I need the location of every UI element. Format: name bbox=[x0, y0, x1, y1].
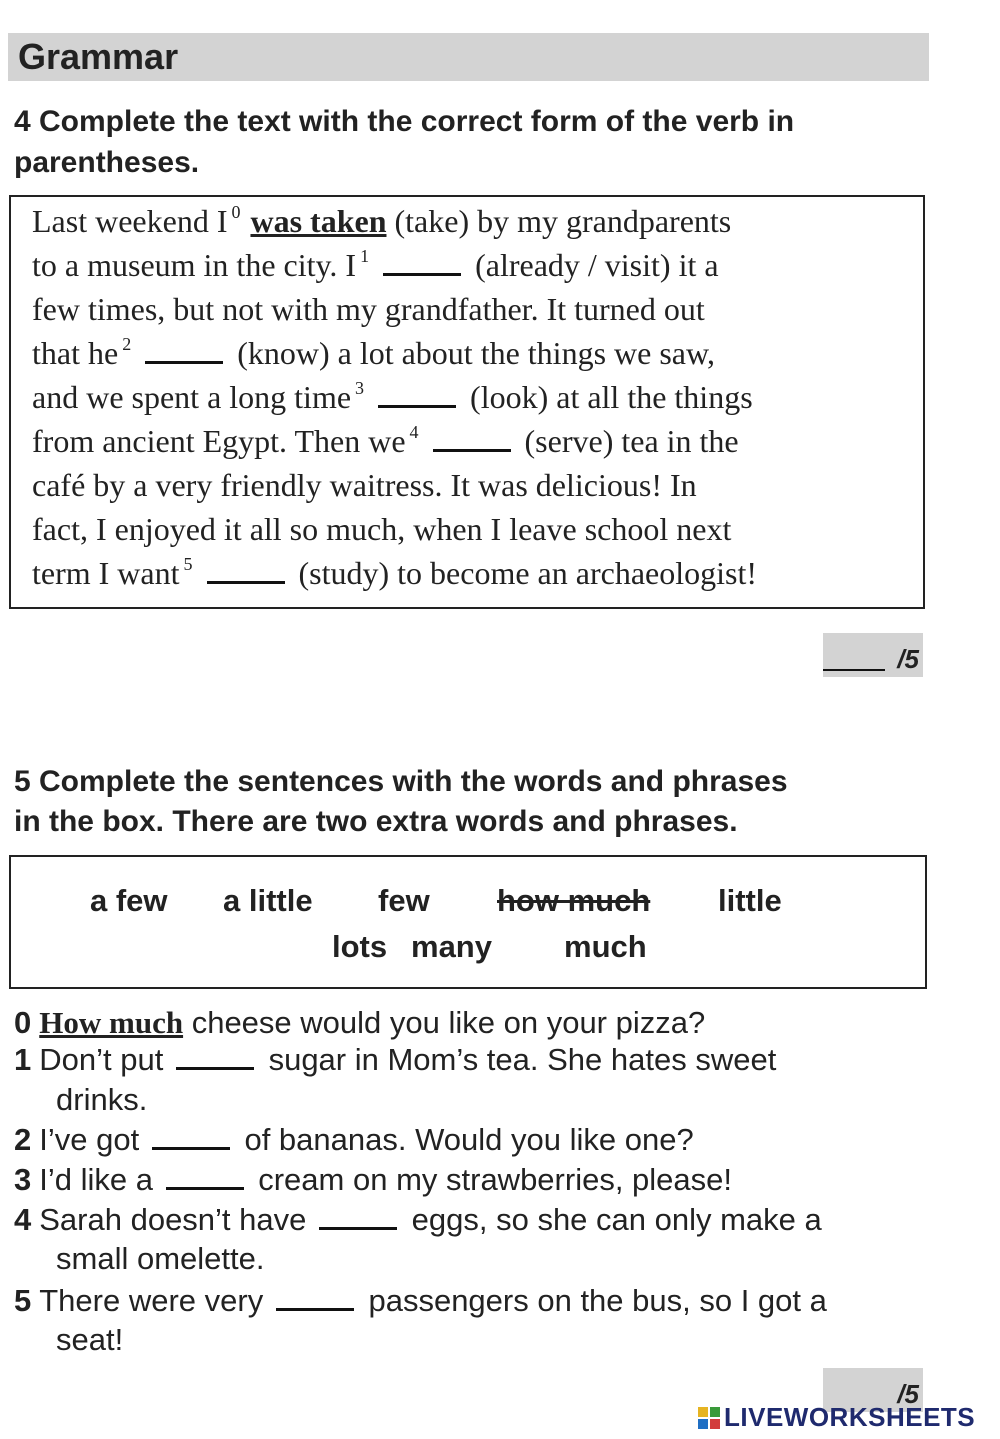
text-line: from ancient Egypt. Then we $^4$ (serve) tea in the bbox=[32, 422, 739, 459]
score-blank bbox=[823, 669, 885, 671]
exercise-4-heading-line-2: parentheses. bbox=[14, 146, 200, 179]
text-line: that he $^2$ (know) a lot about the things we saw, bbox=[32, 334, 716, 371]
sentence-blank-5[interactable] bbox=[276, 1284, 354, 1311]
sentence-blank-2[interactable] bbox=[152, 1123, 230, 1150]
word-option: a few bbox=[90, 883, 168, 918]
gap-number: 0 bbox=[231, 202, 241, 222]
sentence-blank-4[interactable] bbox=[319, 1203, 397, 1230]
sentence-blank-3[interactable] bbox=[166, 1163, 244, 1190]
text-line: fact, I enjoyed it all so much, when I leave school next bbox=[32, 511, 732, 547]
liveworksheets-logo[interactable] bbox=[698, 1402, 975, 1436]
answer-blank-4[interactable] bbox=[433, 425, 511, 452]
sentence-5-continued: seat! bbox=[56, 1322, 124, 1357]
section-title: Grammar bbox=[18, 36, 179, 77]
answer-blank-5[interactable] bbox=[207, 557, 285, 584]
word-option: a little bbox=[223, 883, 313, 918]
text-line: to a museum in the city. I $^1$ (already / visit) it a bbox=[32, 246, 719, 283]
text-line: term I want $^5$ (study) to become an archaeologist! bbox=[32, 554, 757, 591]
logo-text: LIVEWORKSHEETS bbox=[724, 1402, 976, 1432]
answer-blank-2[interactable] bbox=[145, 337, 223, 364]
exercise-5-heading-line-1: 5 Complete the sentences with the words and phrases bbox=[14, 765, 788, 798]
exercise-5-heading-line-2: in the box. There are two extra words and phrases. bbox=[14, 805, 738, 838]
sentence-0: 0 How much cheese would you like on your pizza? bbox=[14, 1005, 706, 1040]
gap-number: 3 bbox=[355, 378, 365, 398]
sentence-1-continued: drinks. bbox=[56, 1082, 148, 1117]
word-box bbox=[9, 855, 927, 989]
word-option: many bbox=[411, 929, 492, 964]
section-header-bar bbox=[8, 33, 929, 81]
sentence-2: 2 I’ve got of bananas. Would you like one? bbox=[14, 1122, 694, 1157]
answer-blank-1[interactable] bbox=[383, 249, 461, 276]
liveworksheets-icon bbox=[698, 1407, 720, 1429]
answer-blank-3[interactable] bbox=[378, 381, 456, 408]
text-line: Last weekend I $^0$ was taken (take) by my grandparents bbox=[32, 202, 732, 239]
sentence-1: 1 Don’t put sugar in Mom’s tea. She hates sweet bbox=[14, 1042, 777, 1077]
text-line: and we spent a long time $^3$ (look) at all the things bbox=[32, 378, 753, 415]
gap-number: 5 bbox=[183, 554, 193, 574]
text-line: café by a very friendly waitress. It was delicious! In bbox=[32, 467, 697, 503]
word-option: little bbox=[718, 883, 782, 918]
sentence-4: 4 Sarah doesn’t have eggs, so she can only make a bbox=[14, 1202, 822, 1237]
word-option-crossed-out: how much bbox=[497, 883, 651, 918]
sentence-5: 5 There were very passengers on the bus, so I got a bbox=[14, 1283, 827, 1318]
word-option: few bbox=[378, 883, 430, 918]
exercise-4-text-box bbox=[9, 195, 925, 609]
sentence-3: 3 I’d like a cream on my strawberries, please! bbox=[14, 1162, 733, 1197]
exercise-4-score: /5 bbox=[897, 644, 919, 674]
example-answer: was taken bbox=[250, 203, 387, 239]
gap-number: 4 bbox=[409, 422, 419, 442]
sentence-blank-1[interactable] bbox=[176, 1043, 254, 1070]
word-option: lots bbox=[332, 929, 388, 964]
exercise-4-score-box bbox=[823, 633, 923, 677]
sentence-4-continued: small omelette. bbox=[56, 1241, 265, 1276]
exercise-5-score: /5 bbox=[897, 1379, 919, 1409]
word-option: much bbox=[564, 929, 647, 964]
example-answer: How much bbox=[39, 1005, 184, 1040]
gap-number: 2 bbox=[122, 334, 132, 354]
gap-number: 1 bbox=[360, 246, 370, 266]
text-line: few times, but not with my grandfather. It turned out bbox=[32, 291, 705, 327]
exercise-4-heading-line-1: 4 Complete the text with the correct form of the verb in bbox=[14, 105, 795, 138]
